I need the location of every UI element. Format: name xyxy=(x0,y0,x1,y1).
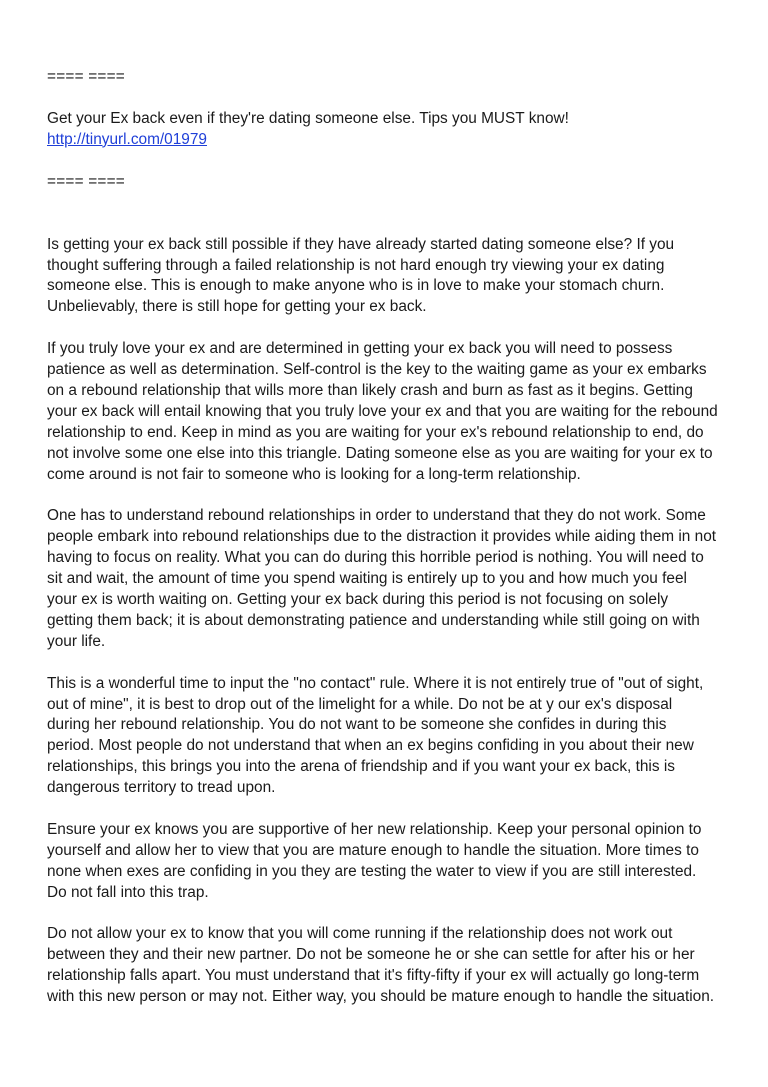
promo-title: Get your Ex back even if they're dating someone else. Tips you MUST know! xyxy=(47,109,569,127)
paragraph: Ensure your ex knows you are supportive of her new relationship. Keep your personal opinion to yourself and allow her to view that you are mature enough to handle the situation. More times to none when exes are confiding in you they are testing the water to view if you are still interested. Do not fall into this trap. xyxy=(47,820,702,901)
paragraph: This is a wonderful time to input the "no contact" rule. Where it is not entirely true of "out of sight, out of mine", it is best to drop out of the limelight for a while. Do not be at y our ex's disposal during her rebound relationship. You do not want to be someone she confides in during this period. Most people do not understand that when an ex begins confiding in you about their new relationships, this brings you into the arena of friendship and if you want your ex back, this is dangerous territory to tread upon. xyxy=(47,674,704,797)
separator-bottom: ==== ==== xyxy=(47,172,125,190)
promo-block xyxy=(47,109,728,151)
article-body xyxy=(47,235,728,1008)
paragraph: One has to understand rebound relationships in order to understand that they do not work. Some people embark into rebound relationships due to the distraction it provides while aiding them in not having to focus on reality. What you can do during this horrible period is nothing. You will need to sit and wait, the amount of time you spend waiting is entirely up to you and how much you feel your ex is worth waiting on. Getting your ex back during this period is not focusing on solely getting them back; it is about demonstrating patience and understanding while still going on with your life. xyxy=(47,507,717,650)
promo-link[interactable]: http://tinyurl.com/01979 xyxy=(47,130,207,148)
separator-top: ==== ==== xyxy=(47,68,125,85)
paragraph: Do not allow your ex to know that you will come running if the relationship does not work out between they and their new partner. Do not be someone he or she can settle for after his or her relationship falls apart. You must understand that it's fifty-fifty if your ex will actually go long-term with this new person or may not. Either way, you should be mature enough to handle the situation. xyxy=(47,925,715,1006)
paragraph: Is getting your ex back still possible if they have already started dating someone else? If you thought suffering through a failed relationship is not hard enough try viewing your ex dating someone else. This is enough to make anyone who is in love to make your stomach churn. Unbelievably, there is still hope for getting your ex back. xyxy=(47,235,675,316)
paragraph: If you truly love your ex and are determined in getting your ex back you will need to possess patience as well as determination. Self-control is the key to the waiting game as your ex embarks on a rebound relationship that wills more than likely crash and burn as fast as it begins. Getting your ex back will entail knowing that you truly love your ex and that you are waiting for the rebound relationship to end. Keep in mind as you are waiting for your ex's rebound relationship to end, do not involve some one else into this triangle. Dating someone else as you are waiting for your ex to come around is not fair to someone who is looking for a long-term relationship. xyxy=(47,340,718,483)
